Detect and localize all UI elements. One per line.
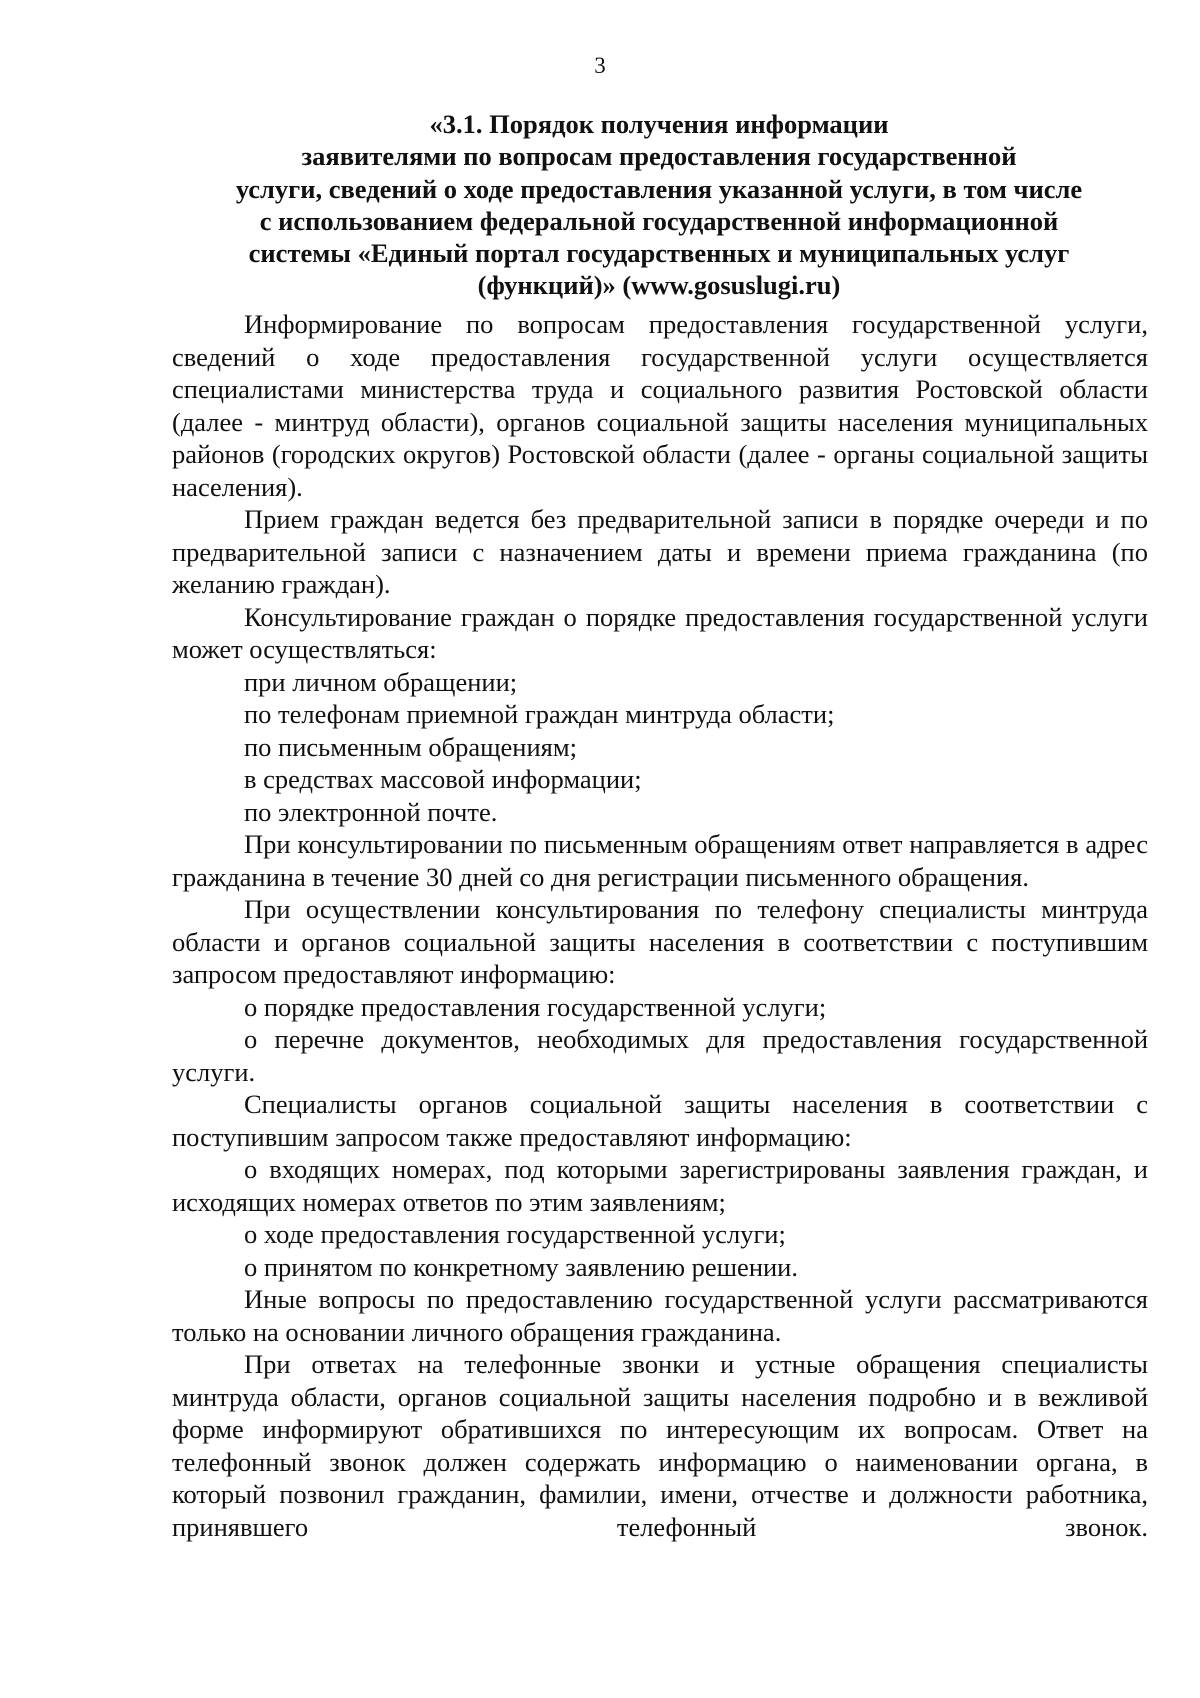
- heading-line: услуги, сведений о ходе предоставления указанной услуги, в том числе: [235, 173, 1083, 204]
- paragraph: о входящих номерах, под которыми зарегистрированы заявления граждан, и исходящих номерах ответов по этим заявлениям;: [172, 1154, 1148, 1217]
- list-item: о порядке предоставления государственной услуги;: [244, 991, 827, 1022]
- section-heading: [170, 108, 1148, 302]
- list-item: по электронной почте.: [244, 796, 498, 827]
- paragraph: Консультирование граждан о порядке предоставления государственной услуги может осуществляться:: [172, 601, 1148, 664]
- list-item: по письменным обращениям;: [244, 731, 577, 762]
- heading-line: системы «Единый портал государственных и муниципальных услуг: [248, 238, 1070, 269]
- page-number: 3: [594, 53, 606, 78]
- paragraph: Информирование по вопросам предоставления государственной услуги, сведений о ходе предоставления государственной услуги осуществляется специалистами министерства труда и социального развития Ростовской области (далее - минтруд области), органов социальной защиты населения муниципальных районов (городских округов) Ростовской области (далее - органы социальной защиты населения).: [172, 309, 1148, 502]
- document-body: [172, 308, 1148, 1543]
- list-item: при личном обращении;: [244, 666, 518, 697]
- paragraph: Иные вопросы по предоставлению государственной услуги рассматриваются только на основании личного обращения гражданина.: [172, 1284, 1148, 1347]
- heading-line: «3.1. Порядок получения информации: [429, 109, 889, 139]
- paragraph: о перечне документов, необходимых для предоставления государственной услуги.: [172, 1024, 1148, 1087]
- heading-line: (функций)» (www.gosuslugi.ru): [477, 270, 841, 301]
- paragraph: При осуществлении консультирования по телефону специалисты минтруда области и органов социальной защиты населения в соответствии с поступившим запросом предоставляют информацию:: [172, 894, 1148, 989]
- paragraph: При ответах на телефонные звонки и устные обращения специалисты минтруда области, органов социальной защиты населения подробно и в вежливой форме информируют обратившихся по интересующим их вопросам. Ответ на телефонный звонок должен содержать информацию о наименовании органа, в который позвонил гражданин, фамилии, имени, отчестве и должности работника, принявшего телефонный звонок.: [172, 1349, 1148, 1542]
- list-item: по телефонам приемной граждан минтруда области;: [244, 699, 835, 729]
- heading-line: с использованием федеральной государственной информационной: [259, 205, 1059, 236]
- paragraph: При консультировании по письменным обращениям ответ направляется в адрес гражданина в течение 30 дней со дня регистрации письменного обращения.: [172, 829, 1148, 892]
- heading-line: заявителями по вопросам предоставления государственной: [301, 141, 1017, 172]
- paragraph: Специалисты органов социальной защиты населения в соответствии с поступившим запросом также предоставляют информацию:: [172, 1089, 1148, 1152]
- list-item: о ходе предоставления государственной услуги;: [244, 1219, 786, 1249]
- paragraph: Прием граждан ведется без предварительной записи в порядке очереди и по предварительной записи с назначением даты и времени приема гражданина (по желанию граждан).: [172, 504, 1148, 599]
- list-item: о принятом по конкретному заявлению решении.: [244, 1251, 798, 1282]
- list-item: в средствах массовой информации;: [244, 764, 642, 794]
